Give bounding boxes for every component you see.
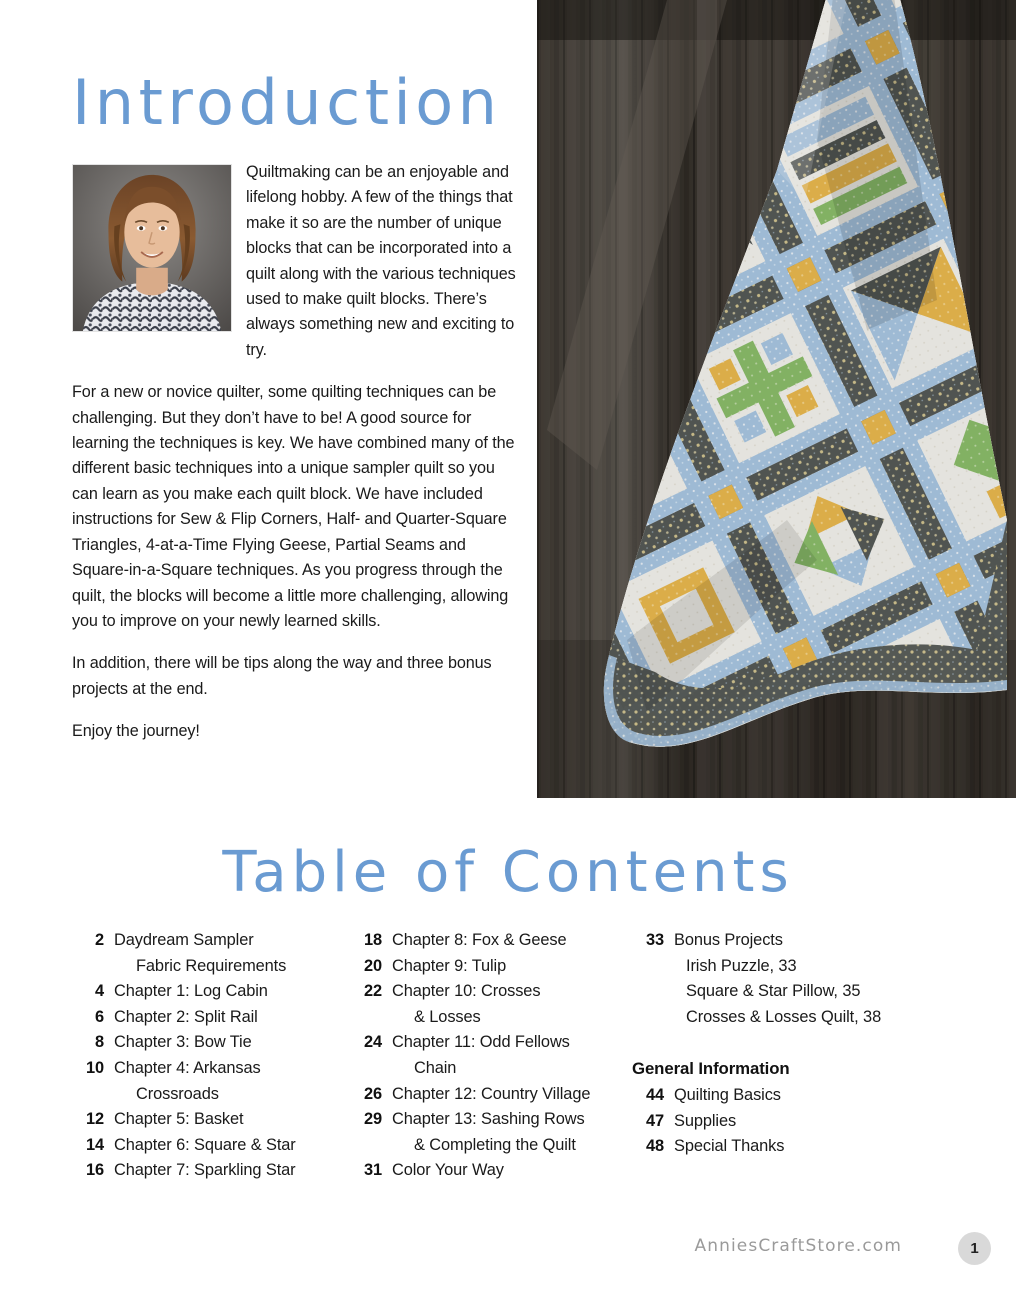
toc-entry[interactable] — [350, 1082, 632, 1108]
introduction-section — [72, 66, 524, 745]
toc-entry[interactable] — [72, 979, 350, 1005]
toc-entry-label: Chapter 4: Arkansas — [114, 1058, 261, 1077]
toc-entry-label: Chapter 13: Sashing Rows — [392, 1110, 585, 1129]
toc-page-number: 24 — [363, 1033, 382, 1052]
toc-entry-label: Chapter 7: Sparkling Star — [114, 1161, 296, 1180]
page-title: Introduction — [72, 66, 502, 139]
toc-entry[interactable] — [72, 954, 350, 980]
toc-page-number: 18 — [363, 931, 382, 949]
toc-page-number: 8 — [94, 1033, 104, 1052]
intro-paragraph-2: For a new or novice quilter, some quilting techniques can be challenging. But they don’t have to be! A good source for learning the techniques is key. We have combined many of the different basic techniques into a unique sampler quilt so you can learn as you make each quilt block. We have included instructions for Sew & Flip Corners, Half- and Quarter-Square Triangles, 4-at-a-Time Flying Geese, Partial Seams and Square-in-a-Square techniques. As you progress through the quilt, the blocks will become a little more challenging, allowing you to improve on your newly learned skills. — [72, 383, 515, 630]
toc-entry[interactable] — [72, 1133, 350, 1159]
toc-column-3 — [632, 928, 932, 1160]
toc-entry-label: Crossroads — [136, 1084, 219, 1103]
toc-entry-label: Chapter 6: Square & Star — [114, 1135, 296, 1154]
toc-entry-label: Chapter 12: Country Village — [392, 1084, 591, 1103]
toc-page-number: 14 — [85, 1135, 104, 1154]
toc-column-1 — [72, 928, 350, 1184]
toc-page-number: 48 — [645, 1137, 664, 1156]
table-of-contents — [72, 928, 952, 1184]
toc-page-number: 22 — [363, 982, 382, 1001]
toc-entry-label: Color Your Way — [392, 1161, 504, 1180]
toc-entry-label: Chapter 11: Odd Fellows — [392, 1033, 570, 1052]
toc-entry[interactable] — [72, 1082, 350, 1108]
toc-page-number: 6 — [94, 1007, 104, 1026]
toc-entry-label: & Losses — [414, 1007, 481, 1026]
toc-entry[interactable] — [350, 1056, 632, 1082]
toc-entry-label: & Completing the Quilt — [414, 1135, 576, 1154]
toc-entry[interactable] — [632, 1083, 932, 1109]
toc-entry[interactable] — [72, 1005, 350, 1031]
toc-entry-label: Crosses & Losses Quilt, 38 — [686, 1007, 882, 1026]
toc-entry-label: Supplies — [674, 1111, 737, 1130]
toc-entry-label: Bonus Projects — [674, 931, 783, 949]
site-url-label: AnniesCraftStore.com — [694, 1236, 902, 1256]
toc-entry[interactable] — [632, 1109, 932, 1135]
toc-page-number: 29 — [363, 1110, 382, 1129]
toc-entry[interactable] — [350, 928, 632, 954]
intro-paragraph-1: Quiltmaking can be an enjoyable and lifelong hobby. A few of the things that make it so are the number of unique blocks that can be incorporated into a quilt along with the various techniques used to make quilt blocks. There’s always something new and exciting to try. — [246, 163, 516, 359]
toc-entry-label: Special Thanks — [674, 1137, 785, 1156]
toc-entry-label: Daydream Sampler — [114, 931, 254, 949]
toc-entry-label: Chapter 5: Basket — [114, 1110, 244, 1129]
author-headshot-photo — [72, 164, 232, 332]
toc-entry[interactable] — [350, 979, 632, 1005]
toc-entry[interactable] — [632, 1005, 932, 1031]
toc-page-number: 47 — [645, 1111, 664, 1130]
toc-page-number: 31 — [363, 1161, 382, 1180]
toc-page-number: 10 — [85, 1058, 104, 1077]
toc-entry[interactable] — [72, 1107, 350, 1133]
toc-entry-label: Chapter 1: Log Cabin — [114, 982, 268, 1001]
toc-page-number: 26 — [363, 1084, 382, 1103]
toc-page-number: 4 — [94, 982, 104, 1001]
toc-entry[interactable] — [632, 954, 932, 980]
toc-page-number: 16 — [85, 1161, 104, 1180]
toc-entry[interactable] — [350, 1158, 632, 1184]
toc-entry[interactable] — [350, 1107, 632, 1133]
toc-entry[interactable] — [632, 1134, 932, 1160]
toc-entry-label: Quilting Basics — [674, 1085, 781, 1104]
toc-entry-label: Chapter 3: Bow Tie — [114, 1033, 252, 1052]
toc-page-number: 2 — [94, 931, 104, 949]
toc-entry-label: Irish Puzzle, 33 — [686, 956, 797, 975]
page-number-badge: 1 — [958, 1232, 991, 1265]
toc-entry[interactable] — [350, 1030, 632, 1056]
toc-entry-label: Fabric Requirements — [136, 956, 287, 975]
toc-entry[interactable] — [350, 1133, 632, 1159]
toc-entry[interactable] — [632, 928, 932, 954]
page-footer — [0, 1232, 1016, 1272]
toc-entry-label: Chapter 9: Tulip — [392, 956, 507, 975]
toc-entry[interactable] — [72, 1056, 350, 1082]
toc-entry[interactable] — [632, 979, 932, 1005]
toc-entry-label: Chapter 10: Crosses — [392, 982, 541, 1001]
toc-page-number: 20 — [363, 956, 382, 975]
quilt-on-barn-door-photo — [537, 0, 1016, 798]
toc-section-heading: General Information — [632, 1059, 790, 1079]
table-of-contents-title: Table of Contents — [222, 840, 794, 905]
intro-paragraph-4: Enjoy the journey! — [72, 722, 200, 741]
toc-page-number: 33 — [645, 931, 664, 949]
intro-paragraph-3: In addition, there will be tips along the way and three bonus projects at the end. — [72, 654, 492, 698]
toc-page-number: 44 — [645, 1085, 664, 1104]
toc-column-2 — [350, 928, 632, 1184]
toc-entry[interactable] — [72, 928, 350, 954]
toc-entry[interactable] — [350, 954, 632, 980]
toc-page-number: 12 — [85, 1110, 104, 1129]
toc-entry-label: Chain — [414, 1058, 457, 1077]
toc-entry-label: Chapter 2: Split Rail — [114, 1007, 258, 1026]
toc-entry[interactable] — [72, 1030, 350, 1056]
toc-entry[interactable] — [72, 1158, 350, 1184]
toc-entry[interactable] — [350, 1005, 632, 1031]
toc-entry-label: Square & Star Pillow, 35 — [686, 982, 861, 1001]
toc-entry-label: Chapter 8: Fox & Geese — [392, 931, 567, 949]
